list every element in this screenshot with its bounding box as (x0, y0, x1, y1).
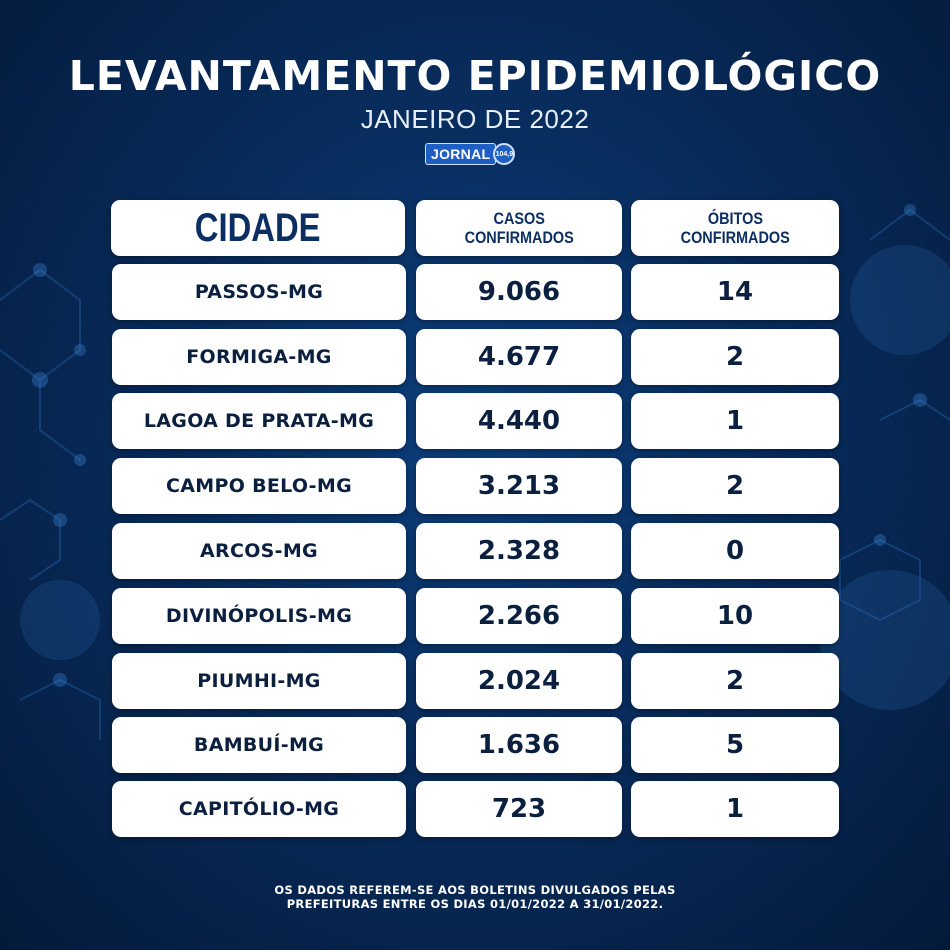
cases-cell (416, 781, 622, 837)
header-deaths-line1: ÓBITOS (707, 209, 763, 228)
city-cell (112, 717, 406, 773)
deaths-value: 14 (716, 277, 754, 307)
logo-badge: 104,9 (493, 143, 515, 165)
cases-value: 2.024 (477, 666, 561, 696)
cases-cell (416, 393, 622, 449)
city-name: BAMBUÍ-MG (193, 734, 325, 756)
city-name: DIVINÓPOLIS-MG (165, 605, 353, 627)
city-cell (112, 653, 406, 709)
deaths-value: 10 (716, 601, 754, 631)
deaths-cell (631, 329, 839, 385)
deaths-cell (631, 653, 839, 709)
deaths-cell (631, 717, 839, 773)
jornal-logo (425, 142, 525, 166)
deaths-value: 5 (725, 730, 745, 760)
footnote (0, 883, 950, 911)
deaths-value: 2 (725, 342, 745, 372)
city-name: CAMPO BELO-MG (166, 475, 352, 497)
deaths-cell (631, 458, 839, 514)
city-cell (112, 523, 406, 579)
city-name: CAPITÓLIO-MG (178, 798, 340, 820)
cases-cell (416, 458, 622, 514)
city-cell (112, 781, 406, 837)
footnote-line2: PREFEITURAS ENTRE OS DIAS 01/01/2022 A 31/01/2022. (286, 897, 664, 911)
deaths-cell (631, 264, 839, 320)
cases-value: 3.213 (477, 471, 561, 501)
cases-value: 2.266 (477, 601, 561, 631)
cases-cell (416, 523, 622, 579)
deaths-cell (631, 781, 839, 837)
city-name: PIUMHI-MG (197, 670, 321, 692)
page-title: LEVANTAMENTO EPIDEMIOLÓGICO (68, 52, 882, 100)
header-cell-deaths (631, 200, 839, 256)
deaths-cell (631, 393, 839, 449)
deaths-cell (631, 523, 839, 579)
deaths-value: 2 (725, 666, 745, 696)
cases-value: 9.066 (477, 277, 561, 307)
page-subtitle: JANEIRO DE 2022 (360, 104, 590, 134)
deaths-cell (631, 588, 839, 644)
header-cases-line2: CONFIRMADOS (464, 228, 574, 247)
city-cell (112, 458, 406, 514)
cases-value: 723 (491, 794, 547, 824)
header-cell-cases (416, 200, 622, 256)
logo-text: JORNAL (425, 143, 496, 165)
cases-cell (416, 653, 622, 709)
cases-cell (416, 329, 622, 385)
cases-value: 2.328 (477, 536, 561, 566)
cases-value: 4.440 (477, 406, 561, 436)
city-name: ARCOS-MG (200, 540, 318, 562)
header-city-label: CIDADE (195, 205, 321, 250)
deaths-value: 1 (725, 794, 745, 824)
header-cell-city (111, 200, 405, 256)
header-cases-line1: CASOS (493, 209, 545, 228)
cases-value: 1.636 (477, 730, 561, 760)
footnote-line1: OS DADOS REFEREM-SE AOS BOLETINS DIVULGADOS PELAS (274, 883, 676, 897)
deaths-value: 0 (725, 536, 745, 566)
city-cell (112, 393, 406, 449)
city-name: PASSOS-MG (194, 281, 324, 303)
city-cell (112, 264, 406, 320)
city-cell (112, 329, 406, 385)
deaths-value: 2 (725, 471, 745, 501)
deaths-value: 1 (725, 406, 745, 436)
header-deaths-line2: CONFIRMADOS (680, 228, 790, 247)
cases-cell (416, 588, 622, 644)
cases-cell (416, 264, 622, 320)
city-name: LAGOA DE PRATA-MG (143, 410, 375, 432)
city-cell (112, 588, 406, 644)
cases-cell (416, 717, 622, 773)
city-name: FORMIGA-MG (186, 346, 332, 368)
cases-value: 4.677 (477, 342, 561, 372)
